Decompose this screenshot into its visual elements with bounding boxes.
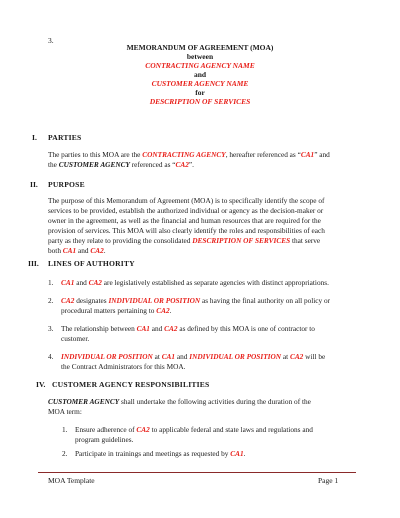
responsibilities-intro: CUSTOMER AGENCY shall undertake the following activities during the duration of the MOA term: <box>48 397 311 416</box>
section-numeral-parties: I. <box>32 133 37 142</box>
footer-rule <box>38 472 356 473</box>
footer-page-number: Page 1 <box>318 476 339 485</box>
customer-agency-name: CUSTOMER AGENCY NAME <box>151 79 249 88</box>
responsibility-item-2: Participate in trainings and meetings as requested by CA1. <box>75 449 246 458</box>
authority-item-4-number: 4. <box>48 352 54 361</box>
authority-item-3: The relationship between CA1 and CA2 as defined by this MOA is one of contractor to customer. <box>61 324 315 343</box>
description-of-services: DESCRIPTION OF SERVICES <box>149 97 251 106</box>
title-between: between <box>186 52 214 61</box>
document-number: 3. <box>48 36 54 45</box>
purpose-paragraph: The purpose of this Memorandum of Agreement (MOA) is to specifically identify the scope of services to be provided, establish the authorized individual or agency as the decision-maker or owner in the agreement, as well as the financial and human resources that are required for the provision of services. This MOA will also clearly identify the roles and responsibilities of each party as they relate to providing the consolidated DESCRIPTION OF SERVICES that serve both CA1 and CA2. <box>48 196 325 255</box>
section-heading-responsibilities: CUSTOMER AGENCY RESPONSIBILITIES <box>52 380 210 389</box>
section-heading-parties: PARTIES <box>48 133 82 142</box>
authority-item-1: CA1 and CA2 are legislatively established as separate agencies with distinct appropriations. <box>61 278 329 287</box>
section-numeral-authority: III. <box>28 259 39 268</box>
document-title: MEMORANDUM OF AGREEMENT (MOA) <box>126 43 274 52</box>
authority-item-2: CA2 designates INDIVIDUAL OR POSITION as having the final authority on all policy or procedural matters pertaining to CA2. <box>61 296 331 315</box>
section-heading-purpose: PURPOSE <box>48 180 85 189</box>
responsibility-item-1-number: 1. <box>62 425 68 434</box>
title-and: and <box>193 70 207 79</box>
section-heading-authority: LINES OF AUTHORITY <box>48 259 135 268</box>
responsibility-item-2-number: 2. <box>62 449 68 458</box>
authority-item-3-number: 3. <box>48 324 54 333</box>
authority-item-2-number: 2. <box>48 296 54 305</box>
title-for: for <box>195 88 205 97</box>
section-numeral-responsibilities: IV. <box>36 380 46 389</box>
authority-item-1-number: 1. <box>48 278 54 287</box>
responsibility-item-1: Ensure adherence of CA2 to applicable federal and state laws and regulations and program guidelines. <box>75 425 313 444</box>
section-numeral-purpose: II. <box>30 180 38 189</box>
contracting-agency-name: CONTRACTING AGENCY NAME <box>145 61 255 70</box>
parties-paragraph: The parties to this MOA are the CONTRACTING AGENCY, hereafter referenced as “CA1” and the CUSTOMER AGENCY referenced as “CA2”. <box>48 150 330 169</box>
authority-item-4: INDIVIDUAL OR POSITION at CA1 and INDIVIDUAL OR POSITION at CA2 will be the Contract Administrators for this MOA. <box>61 352 326 371</box>
footer-template-label: MOA Template <box>48 476 95 485</box>
